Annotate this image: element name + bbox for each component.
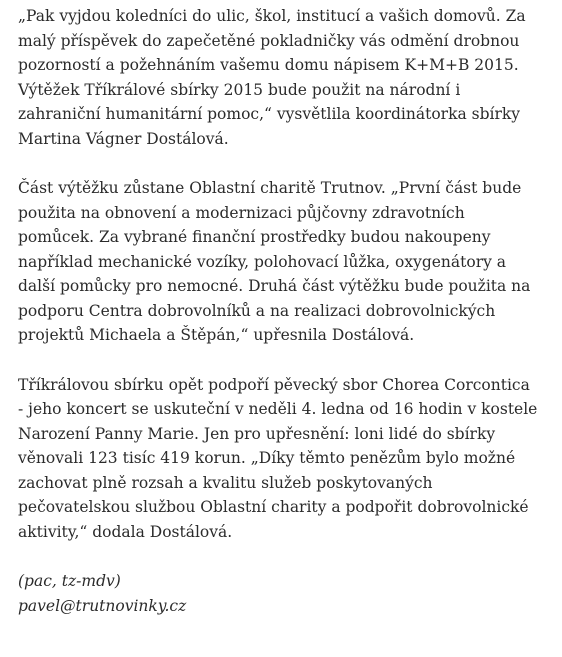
- paragraph-line: například mechanické vozíky, polohovací lůžka, oxygenátory a: [18, 252, 507, 271]
- paragraph-line: pozorností a požehnáním vašemu domu nápisem K+M+B 2015.: [18, 56, 519, 74]
- paragraph-line: Narození Panny Marie. Jen pro upřesnění: loni lidé do sbírky: [18, 424, 496, 443]
- paragraph-line: malý příspěvek do zapečetěné pokladničky vás odmění drobnou: [18, 31, 520, 50]
- paragraph-line: další pomůcky pro nemocné. Druhá část výtěžku bude použita na: [18, 277, 531, 295]
- paragraph-line: „Pak vyjdou koledníci do ulic, škol, institucí a vašich domovů. Za: [18, 7, 526, 25]
- paragraph-line: zachovat plně rozsah a kvalitu služeb poskytovaných: [18, 473, 433, 492]
- paragraph-line: aktivity,“ dodala Dostálová.: [18, 522, 233, 541]
- paragraph-line: projektů Michaela a Štěpán,“ upřesnila Dostálová.: [18, 326, 415, 344]
- paragraph-line: použita na obnovení a modernizaci půjčovny zdravotních: [18, 203, 465, 222]
- article-byline: [18, 569, 554, 618]
- paragraph-line: Martina Vágner Dostálová.: [18, 129, 229, 148]
- article-paragraph-1: [18, 4, 554, 151]
- article-paragraph-2: [18, 176, 554, 348]
- byline-authors: (pac, tz-mdv): [18, 572, 121, 590]
- paragraph-line: věnovali 123 tisíc 419 korun. „Díky těmto penězům bylo možné: [18, 449, 516, 467]
- article-body: [18, 4, 554, 618]
- paragraph-line: Výtěžek Tříkrálové sbírky 2015 bude použit na národní i: [18, 80, 461, 99]
- paragraph-line: zahraniční humanitární pomoc,“ vysvětlila koordinátorka sbírky: [18, 105, 521, 123]
- article-paragraph-3: [18, 373, 554, 545]
- paragraph-line: pečovatelskou službou Oblastní charity a podpořit dobrovolnické: [18, 498, 529, 516]
- paragraph-line: - jeho koncert se uskuteční v neděli 4. ledna od 16 hodin v kostele: [18, 400, 538, 418]
- paragraph-line: Tříkrálovou sbírku opět podpoří pěvecký sbor Chorea Corcontica: [18, 375, 530, 394]
- paragraph-line: Část výtěžku zůstane Oblastní charitě Trutnov. „První část bude: [18, 179, 522, 197]
- paragraph-line: podporu Centra dobrovolníků a na realizaci dobrovolnických: [18, 301, 496, 320]
- paragraph-line: pomůcek. Za vybrané finanční prostředky budou nakoupeny: [18, 228, 491, 246]
- byline-email: pavel@trutnovinky.cz: [18, 596, 187, 615]
